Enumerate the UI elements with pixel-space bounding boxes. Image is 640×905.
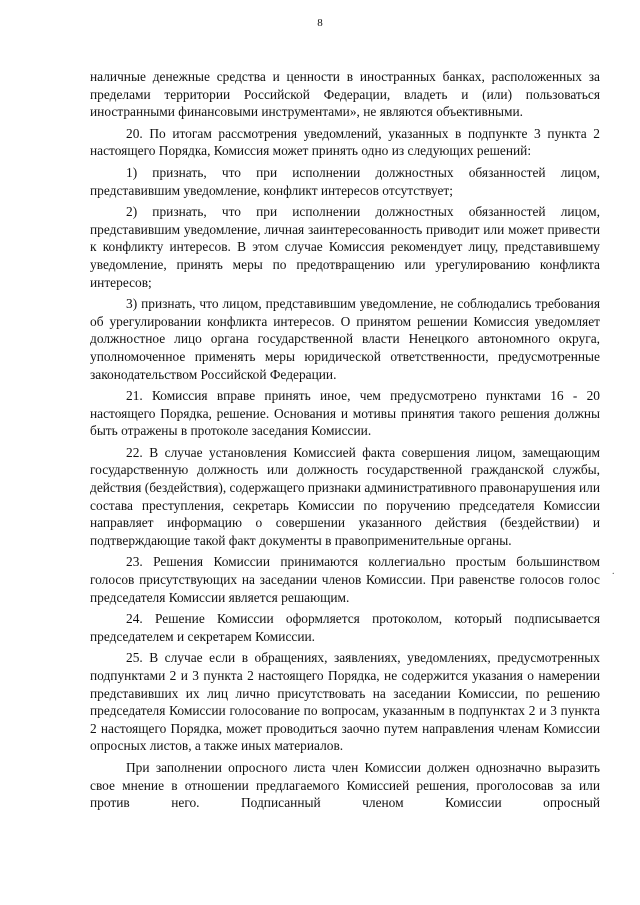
document-body <box>90 68 600 816</box>
paragraph-24: 24. Решение Комиссии оформляется протоколом, который подписывается председателем и секретарем Комиссии. <box>90 611 600 644</box>
paragraph-20-item-1: 1) признать, что при исполнении должностных обязанностей лицом, представившим уведомление, конфликт интересов отсутствует; <box>90 164 600 198</box>
paragraph-20-item-3: 3) признать, что лицом, представившим уведомление, не соблюдались требования об урегулировании конфликта интересов. О принятом решении Комиссия уведомляет должностное лицо органа государственной власти Ненецкого автономного округа, уполномоченное применять меры юридической ответственности, предусмотренные законодательством Российской Федерации. <box>90 296 600 382</box>
paragraph-25: 25. В случае если в обращениях, заявлениях, уведомлениях, предусмотренных подпунктами 2 и 3 пункта 2 настоящего Порядка, не содержится указания о намерении представивших их лиц лично присутствовать на заседании Комиссии, по решению председателя Комиссии голосование по вопросам, указанным в подпунктах 2 и 3 пункта 2 настоящего Порядка, может проводиться заочно путем направления членам Комиссии опросных листов, а также иных материалов. <box>90 650 600 754</box>
margin-mark: . <box>612 566 615 577</box>
paragraph-continuation: наличные денежные средства и ценности в иностранных банках, расположенных за пределами территории Российской Федерации, владеть и (или) пользоваться иностранными финансовыми инструментами», не являются объективными. <box>90 69 600 120</box>
page-number: 8 <box>317 17 323 29</box>
paragraph-20-item-2: 2) признать, что при исполнении должностных обязанностей лицом, представившим уведомление, личная заинтересованность приводит или может привести к конфликту интересов. В этом случае Комиссия рекомендует лицу, представившему уведомление, принять меры по предотвращению или урегулированию конфликта интересов; <box>90 204 600 290</box>
paragraph-25-questionnaire: При заполнении опросного листа член Комиссии должен однозначно выразить свое мнение в отношении предлагаемого Комиссией решения, проголосовав за или против него. Подписанный членом Комиссии опросный <box>90 759 600 811</box>
paragraph-22: 22. В случае установления Комиссией факта совершения лицом, замещающим государственную должность или должность государственной гражданской службы, действия (бездействия), содержащего признаки административного правонарушения или состава преступления, секретарь Комиссии по поручению председателя Комиссии направляет информацию о совершении указанного действия (бездействии) и подтверждающие такой факт документы в правоприменительные органы. <box>90 444 600 548</box>
paragraph-20: 20. По итогам рассмотрения уведомлений, указанных в подпункте 3 пункта 2 настоящего Порядка, Комиссия может принять одно из следующих решений: <box>90 125 600 159</box>
paragraph-23: 23. Решения Комиссии принимаются коллегиально простым большинством голосов присутствующих на заседании членов Комиссии. При равенстве голосов голос председателя Комиссии является решающим. <box>90 554 600 605</box>
paragraph-21: 21. Комиссия вправе принять иное, чем предусмотрено пунктами 16 - 20 настоящего Порядка, решение. Основания и мотивы принятия такого решения должны быть отражены в протоколе заседания Комиссии. <box>90 388 600 439</box>
